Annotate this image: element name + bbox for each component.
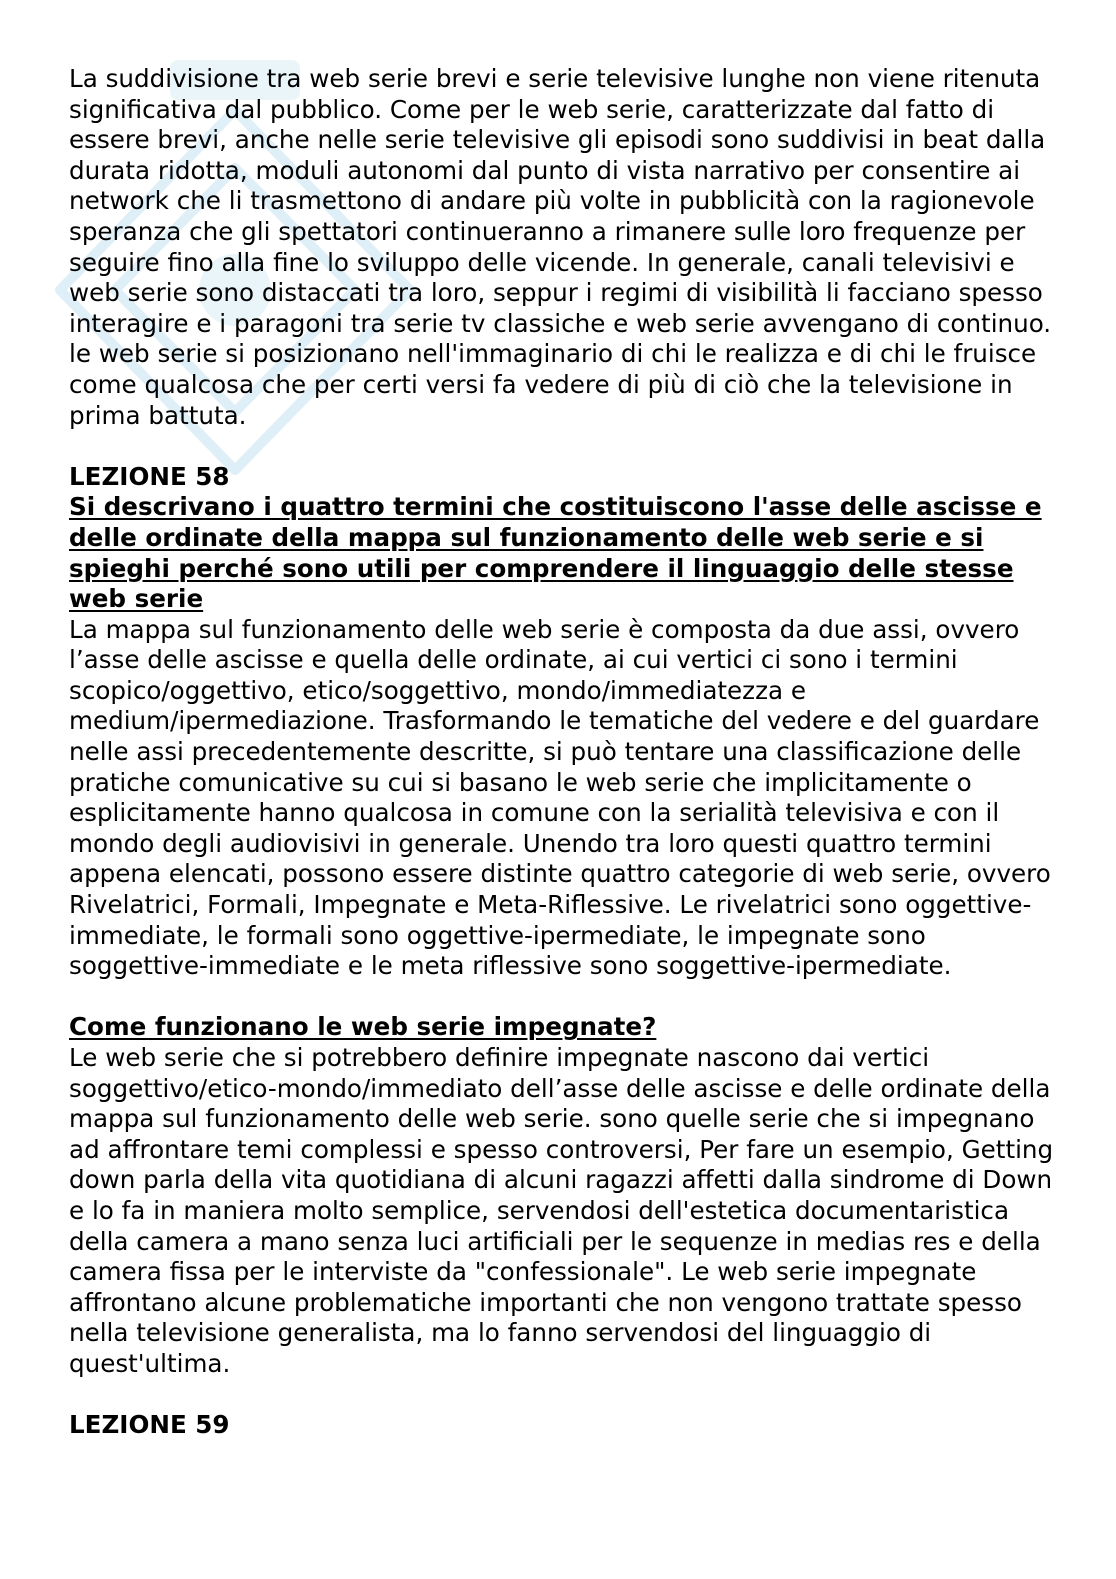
document-body <box>69 64 1059 1441</box>
paragraph-spacer <box>69 982 1059 1013</box>
section-lezione-58 <box>69 462 1059 982</box>
lesson-heading: LEZIONE 58 <box>69 461 230 491</box>
section-lezione-59 <box>69 1410 1059 1441</box>
question-heading: Si descrivano i quattro termini che costituiscono l'asse delle ascisse e delle ordinate della mappa sul funzionamento delle web serie e si spieghi perché sono utili per comprendere il linguaggio delle stesse web serie <box>69 492 1042 614</box>
section-web-serie-impegnate <box>69 1012 1059 1379</box>
question-heading: Come funzionano le web serie impegnate? <box>69 1012 657 1042</box>
paragraph-spacer <box>69 431 1059 462</box>
intro-paragraph: La suddivisione tra web serie brevi e serie televisive lunghe non viene ritenuta significativa dal pubblico. Come per le web serie, caratterizzate dal fatto di essere brevi, anche nelle serie televisive gli episodi sono suddivisi in beat dalla durata ridotta, moduli autonomi dal punto di vista narrativo per consentire ai network che li trasmettono di andare più volte in pubblicità con la ragionevole speranza che gli spettatori continueranno a rimanere sulle loro frequenze per seguire fino alla fine lo sviluppo delle vicende. In generale, canali televisivi e web serie sono distaccati tra loro, seppur i regimi di visibilità li facciano spesso interagire e i paragoni tra serie tv classiche e web serie avvengano di continuo. le web serie si posizionano nell'immaginario di chi le realizza e di chi le fruisce come qualcosa che per certi versi fa vedere di più di ciò che la televisione in prima battuta. <box>69 64 1052 430</box>
paragraph-spacer <box>69 1380 1059 1411</box>
answer-paragraph: Le web serie che si potrebbero definire impegnate nascono dai vertici soggettivo/etico-mondo/immediato dell’asse delle ascisse e delle ordinate della mappa sul funzionamento delle web serie. sono quelle serie che si impegnano ad affrontare temi complessi e spesso controversi, Per fare un esempio, Getting down parla della vita quotidiana di alcuni ragazzi affetti dalla sindrome di Down e lo fa in maniera molto semplice, servendosi dell'estetica documentaristica della camera a mano senza luci artificiali per le sequenze in medias res e della camera fissa per le interviste da "confessionale". Le web serie impegnate affrontano alcune problematiche importanti che non vengono trattate spesso nella televisione generalista, ma lo fanno servendosi del linguaggio di quest'ultima. <box>69 1043 1054 1378</box>
answer-paragraph: La mappa sul funzionamento delle web serie è composta da due assi, ovvero l’asse delle ascisse e quella delle ordinate, ai cui vertici ci sono i termini scopico/oggettivo, etico/soggettivo, mondo/immediatezza e medium/ipermediazione. Trasformando le tematiche del vedere e del guardare nelle assi precedentemente descritte, si può tentare una classificazione delle pratiche comunicative su cui si basano le web serie che implicitamente o esplicitamente hanno qualcosa in comune con la serialità televisiva e con il mondo degli audiovisivi in generale. Unendo tra loro questi quattro termini appena elencati, possono essere distinte quattro categorie di web serie, ovvero Rivelatrici, Formali, Impegnate e Meta-Riflessive. Le rivelatrici sono oggettive-immediate, le formali sono oggettive-ipermediate, le impegnate sono soggettive-immediate e le meta riflessive sono soggettive-ipermediate. <box>69 614 1051 981</box>
lesson-heading: LEZIONE 59 <box>69 1410 230 1440</box>
